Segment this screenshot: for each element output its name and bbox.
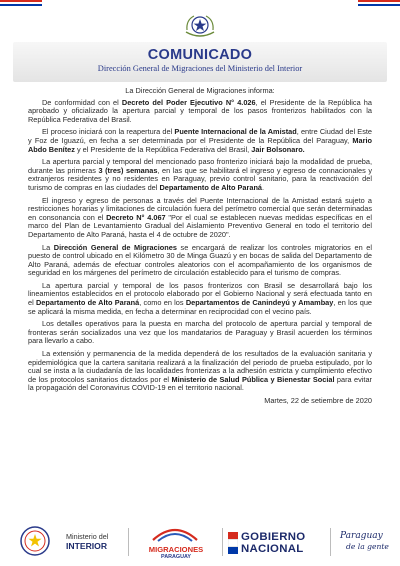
text-run: "Por el cual se establecen nuevas medidas específicas en el marco del Plan de Levantamiento Gradual del Aislamiento Preventivo General en todo el territorio del Departamento de Alto Paraná, hasta el 4 de octubre de 2020". bbox=[28, 212, 372, 239]
header-banner bbox=[13, 42, 387, 82]
ministerio-interior-logo bbox=[20, 518, 120, 566]
flag-stripe-left bbox=[0, 0, 42, 6]
departments-names: Departamentos de Canindeyú y Amambay bbox=[185, 298, 334, 308]
gobierno-nacional-logo bbox=[228, 518, 326, 566]
slogan-line2: de la gente bbox=[346, 542, 389, 551]
flag-stripe-right bbox=[358, 0, 400, 6]
page-subtitle: Dirección General de Migraciones del Ministerio del Interior bbox=[97, 64, 303, 73]
text-run: , el Presidente de la República ha aprobado y oficializado la apertura parcial y temporal de los pasos fronterizos habilitados con la República Federativa del Brasil. bbox=[28, 97, 372, 124]
paraguay-de-la-gente-logo bbox=[336, 518, 396, 566]
intro-line: La Dirección General de Migraciones informa: bbox=[125, 86, 275, 95]
text-run: La apertura parcial y temporal del mencionado paso fronterizo iniciará bajo la modalidad de prueba, durante las primeras bbox=[28, 157, 372, 175]
slogan-line1: Paraguay bbox=[340, 531, 383, 541]
footer-logos bbox=[0, 518, 400, 566]
decree-4067: Decreto N° 4.067 bbox=[106, 212, 166, 222]
text-run: , en las que se habilitará el ingreso y egreso de connacionales y extranjeros residentes y no residentes en Paraguay, previo control sanitario, para la reactivación del turismo de compras en las ciudades del bbox=[28, 165, 372, 192]
text-run: El ingreso y egreso de personas a través del Puente Internacional de la Amistad estará sujeto a restricciones horarias y limitaciones de circulación fuera del perímetro comercial que serán determinadas en consonancia con el bbox=[28, 195, 372, 222]
text-run: y el Presidente de la República Federativa del Brasil, bbox=[74, 144, 252, 154]
ministerio-line1: Ministerio del bbox=[66, 532, 109, 541]
paragraph-6 bbox=[28, 282, 372, 316]
ministerio-line2: INTERIOR bbox=[66, 541, 108, 551]
department-name: Departamento de Alto Paraná bbox=[35, 298, 140, 308]
text-run: . bbox=[262, 182, 265, 192]
paragraph-8 bbox=[28, 350, 372, 393]
migraciones-emblem-icon bbox=[150, 524, 200, 544]
text-run: , entre Ciudad del Este y Foz de Iguazú, en fecha a ser determinada por el Presidente de la República del Paraguay, bbox=[28, 127, 372, 145]
gobierno-line2: NACIONAL bbox=[241, 543, 304, 555]
migraciones-line2: PARAGUAY bbox=[161, 554, 191, 560]
paragraph-1 bbox=[28, 99, 372, 125]
text-run: , en los que se aplicará la misma medida, en fecha a determinar en reciprocidad con el vecino país. bbox=[28, 298, 372, 316]
president-paraguay: Mario Abdo Benítez bbox=[28, 135, 372, 154]
health-ministry: Ministerio de Salud Pública y Bienestar Social bbox=[171, 374, 335, 384]
department-name: Departamento de Alto Paraná bbox=[159, 182, 263, 192]
coat-of-arms-icon bbox=[20, 526, 50, 556]
flag-bars-icon bbox=[228, 532, 238, 554]
text-run: La apertura parcial y temporal de los pasos fronterizos con Brasil se desarrollará bajo los lineamientos establecidos en el protocolo elaborado por el Gobierno Nacional y será efectuada tanto en el bbox=[28, 280, 372, 308]
text-run: , como en los bbox=[139, 298, 186, 308]
gobierno-line1: GOBIERNO bbox=[241, 531, 306, 543]
paragraph-3 bbox=[28, 158, 372, 192]
text-run: De conformidad con el bbox=[42, 97, 122, 107]
migraciones-line1: MIGRACIONES bbox=[148, 545, 204, 554]
decree-4026: Decreto del Poder Ejecutivo N° 4.026 bbox=[121, 97, 256, 107]
text-run: La extensión y permanencia de la medida dependerá de los resultados de la evaluación sanitaria y epidemiológica que la cartera sanitaria realizará a la finalización del periodo de prueba estipulado, por lo cual se insta a la ciudadanía de las localidades fronterizas a la adhesión estricta y cumplimiento efectivo de los protocolos sanitarios dictados por el bbox=[28, 349, 372, 384]
page-title: COMUNICADO bbox=[147, 47, 253, 63]
paragraph-2 bbox=[28, 128, 372, 154]
bridge-name: Puente Internacional de la Amistad bbox=[174, 127, 297, 137]
president-brasil: Jair Bolsonaro. bbox=[251, 144, 305, 154]
text-run: se encargará de realizar los controles migratorios en el puesto de control ubicado en el Kilómetro 30 de Minga Guazú y en bocas de salida del Departamento de Alto Paraná, además de efectuar controles aleatorios con el acompañamiento de los organismos de seguridad en los márgenes del perímetro de circulación establecido para el turismo de compras. bbox=[28, 242, 372, 278]
trial-period: 3 (tres) semanas bbox=[98, 165, 158, 175]
paragraph-5 bbox=[28, 244, 372, 278]
text-run: para evitar la propagación del Coronavirus COVID-19 en el territorio nacional. bbox=[28, 374, 372, 393]
paragraph-7: Los detalles operativos para la puesta en marcha del protocolo de apertura parcial y temporal de fronteras serán socializados una vez que los mandatarios de Paraguay y Brasil acuerden los términos para llevarlo a cabo. bbox=[28, 319, 372, 346]
footer-divider bbox=[128, 528, 129, 556]
footer-divider bbox=[222, 528, 223, 556]
agency-name: Dirección General de Migraciones bbox=[53, 242, 177, 252]
document-date: Martes, 22 de setiembre de 2020 bbox=[264, 396, 372, 405]
national-seal-icon bbox=[182, 10, 218, 40]
document-body bbox=[28, 87, 372, 410]
footer-divider bbox=[330, 528, 331, 556]
text-run: El proceso iniciará con la reapertura del bbox=[42, 127, 175, 137]
paragraph-4 bbox=[28, 197, 372, 240]
text-run: La bbox=[42, 242, 54, 252]
migraciones-logo bbox=[136, 518, 218, 566]
